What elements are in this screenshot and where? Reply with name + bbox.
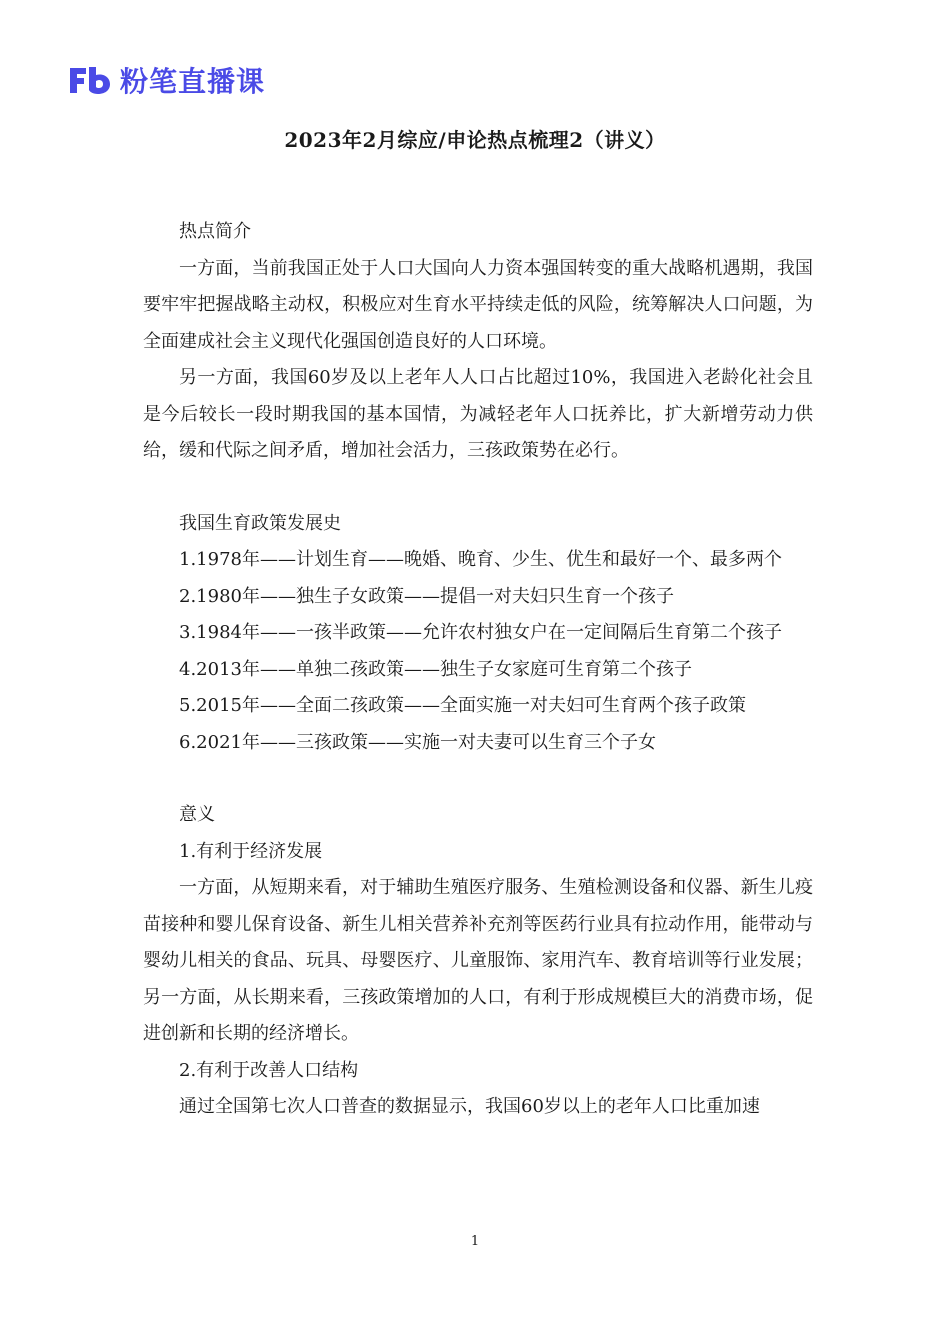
policy-item: 3.1984年——一孩半政策——允许农村独女户在一定间隔后生育第二个孩子 bbox=[179, 622, 782, 643]
section-gap bbox=[143, 470, 813, 506]
section-heading: 热点简介 bbox=[179, 221, 251, 242]
section-heading: 我国生育政策发展史 bbox=[179, 512, 341, 534]
policy-item: 5.2015年——全面二孩政策——全面实施一对夫妇可生育两个孩子政策 bbox=[179, 695, 746, 716]
paragraph: 通过全国第七次人口普查的数据显示，我国60岁以上的老年人口比重加速 bbox=[179, 1096, 760, 1117]
policy-item: 6.2021年——三孩政策——实施一对夫妻可以生育三个子女 bbox=[179, 731, 656, 753]
page-number: 1 bbox=[470, 1234, 480, 1249]
paragraph: 一方面，从短期来看，对于辅助生殖医疗服务、生殖检测设备和仪器、新生儿疫苗接种和婴儿保育设备、新生儿相关营养补充剂等医药行业具有拉动作用，能带动与婴幼儿相关的食品、玩具、母婴医疗、儿童服饰、家用汽车、教育培训等行业发展；另一方面，从长期来看，三孩政策增加的人口，有利于形成规模巨大的消费市场，促进创新和长期的经济增长。 bbox=[143, 877, 813, 1044]
section-gap bbox=[143, 761, 813, 797]
fb-logo-icon bbox=[68, 64, 112, 96]
paragraph: 一方面，当前我国正处于人口大国向人力资本强国转变的重大战略机遇期，我国要牢牢把握战略主动权，积极应对生育水平持续走低的风险，统筹解决人口问题，为全面建成社会主义现代化强国创造良好的人口环境。 bbox=[143, 257, 813, 352]
policy-item: 4.2013年——单独二孩政策——独生子女家庭可生育第二个孩子 bbox=[179, 658, 692, 680]
policy-item: 2.1980年——独生子女政策——提倡一对夫妇只生育一个孩子 bbox=[179, 585, 674, 607]
policy-item: 1.1978年——计划生育——晚婚、晚育、少生、优生和最好一个、最多两个 bbox=[179, 549, 782, 570]
sub-heading: 1.有利于经济发展 bbox=[179, 840, 323, 862]
sub-heading: 2.有利于改善人口结构 bbox=[179, 1059, 359, 1081]
section-heading: 意义 bbox=[179, 804, 215, 825]
document-title: 2023年2月综应/申论热点梳理2（讲义） bbox=[284, 128, 666, 152]
brand-name: 粉笔直播课 bbox=[120, 65, 266, 98]
document-body bbox=[143, 214, 813, 1126]
brand-logo bbox=[68, 60, 265, 100]
paragraph: 另一方面，我国60岁及以上老年人人口占比超过10%，我国进入老龄化社会且是今后较长一段时期我国的基本国情，为减轻老年人口抚养比，扩大新增劳动力供给，缓和代际之间矛盾，增加社会活力，三孩政策势在必行。 bbox=[143, 367, 813, 461]
